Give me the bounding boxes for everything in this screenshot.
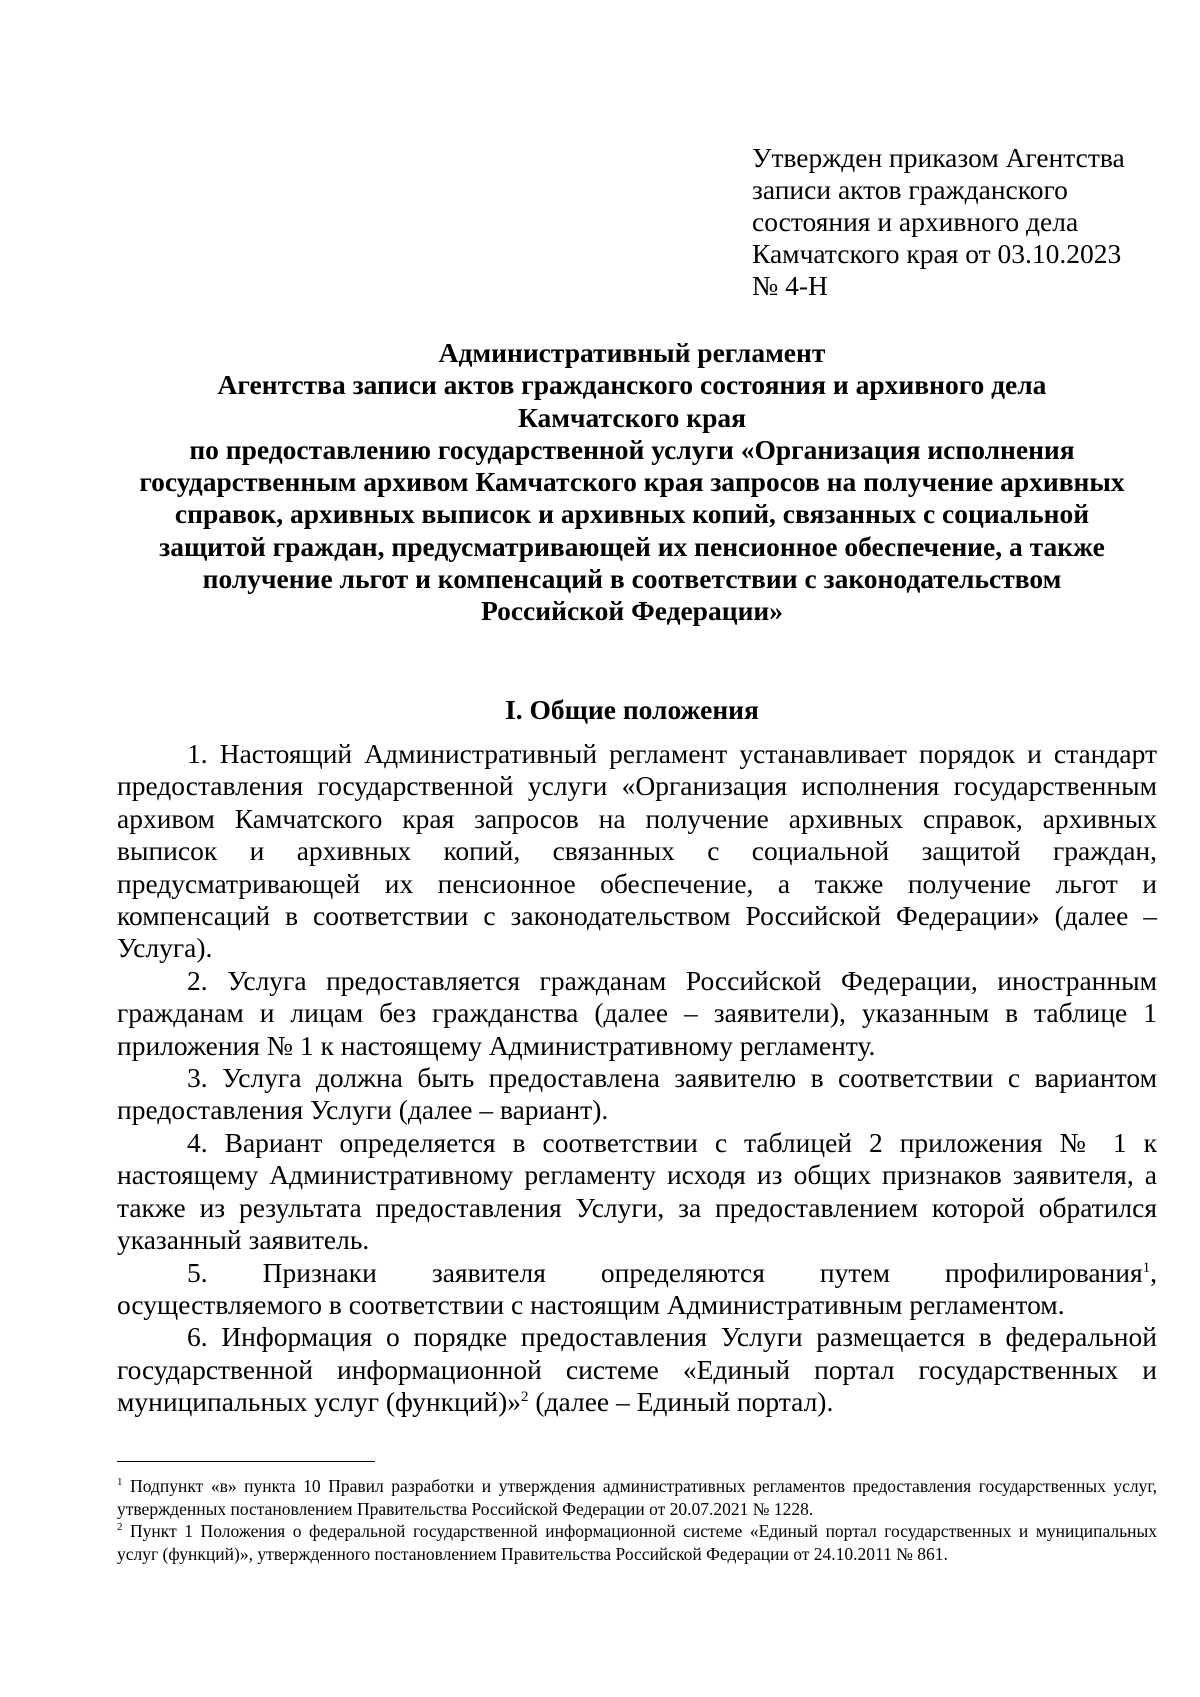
section-heading: I. Общие положения (505, 694, 759, 725)
document-title (112, 337, 1152, 628)
paragraph-5-text-end: осуществляемого в соответствии с настоящим Административным регламентом. (117, 1288, 1065, 1320)
footnote-marker: 1 (117, 1476, 123, 1489)
approval-line: Камчатского края от 03.10.2023 (752, 238, 1122, 269)
title-line: Агентства записи актов гражданского состояния и архивного дела (217, 369, 1047, 401)
paragraph-6-text-end: (далее – Единый портал). (528, 1386, 834, 1418)
title-line: Административный регламент (438, 337, 826, 368)
title-line: справок, архивных выписок и архивных копий, связанных с социальной (174, 498, 1090, 530)
footnotes (117, 1475, 1157, 1566)
footnote-separator (117, 1461, 375, 1462)
paragraph-5 (117, 1257, 1157, 1322)
approval-line: состояния и архивного дела (752, 206, 1079, 237)
title-line: Камчатского края (517, 401, 747, 433)
paragraph-2: 2. Услуга предоставляется гражданам Российской Федерации, иностранным гражданам и лицам без гражданства (далее – заявители), указанным в таблице 1 приложения № 1 к настоящему Административному регламенту. (117, 964, 1157, 1061)
paragraph-6-text: 6. Информация о порядке предоставления Услуги размещается в федеральной государственной информационной системе «Единый портал государственных и муниципальных услуг (функций)» (117, 1321, 1157, 1418)
paragraph-1: 1. Настоящий Административный регламент устанавливает порядок и стандарт предоставления государственной услуги «Организация исполнения государственным архивом Камчатского края запросов на получение архивных справок, архивных выписок и архивных копий, связанных с социальной защитой граждан, предусматривающей их пенсионное обеспечение, а также получение льгот и компенсаций в соответствии с законодательством Российской Федерации» (далее – Услуга). (117, 738, 1157, 964)
approval-line: Утвержден приказом Агентства (752, 142, 1125, 173)
paragraph-5-text: 5. Признаки заявителя определяются путем профилирования (187, 1256, 1143, 1288)
approval-line: № 4-Н (752, 270, 828, 301)
title-line: Российской Федерации» (480, 595, 784, 627)
title-line: по предоставлению государственной услуги «Организация исполнения (189, 433, 1075, 465)
approval-line: записи актов гражданского (752, 174, 1068, 205)
footnote-ref-2[interactable]: 2 (521, 1388, 529, 1405)
footnote-1 (117, 1475, 1157, 1520)
footnote-ref-1[interactable]: 1 (1142, 1259, 1151, 1276)
approval-stamp (752, 142, 1152, 302)
title-line: государственным архивом Камчатского края запросов на получение архивных (139, 466, 1125, 498)
footnote-text: Подпункт «в» пункта 10 Правил разработки и утверждения административных регламентов предоставления государственных услуг, утвержденных постановлением Правительства Российской Федерации от 20.07.2021 № 1228. (117, 1476, 1157, 1519)
paragraph-5-comma: , (1150, 1256, 1157, 1288)
paragraph-3: 3. Услуга должна быть предоставлена заявителю в соответствии с вариантом предоставления Услуги (далее – вариант). (117, 1062, 1157, 1126)
document-body (117, 738, 1157, 1419)
title-line: защитой граждан, предусматривающей их пенсионное обеспечение, а также (159, 530, 1105, 562)
paragraph-4: 4. Вариант определяется в соответствии с таблицей 2 приложения № 1 к настоящему Административному регламенту исходя из общих признаков заявителя, а также из результата предоставления Услуги, за предоставлением которой обратился указанный заявитель. (117, 1126, 1157, 1256)
paragraph-5-first-line (117, 1257, 1157, 1289)
paragraph-6 (117, 1321, 1157, 1418)
title-line: получение льгот и компенсаций в соответствии с законодательством (202, 563, 1062, 595)
footnote-2 (117, 1520, 1157, 1565)
footnote-text: Пункт 1 Положения о федеральной государственной информационной системе «Единый портал государственных и муниципальных услуг (функций)», утвержденного постановлением Правительства Российской Федерации от 24.10.2011 № 861. (117, 1521, 1157, 1565)
footnote-marker: 2 (117, 1521, 123, 1534)
